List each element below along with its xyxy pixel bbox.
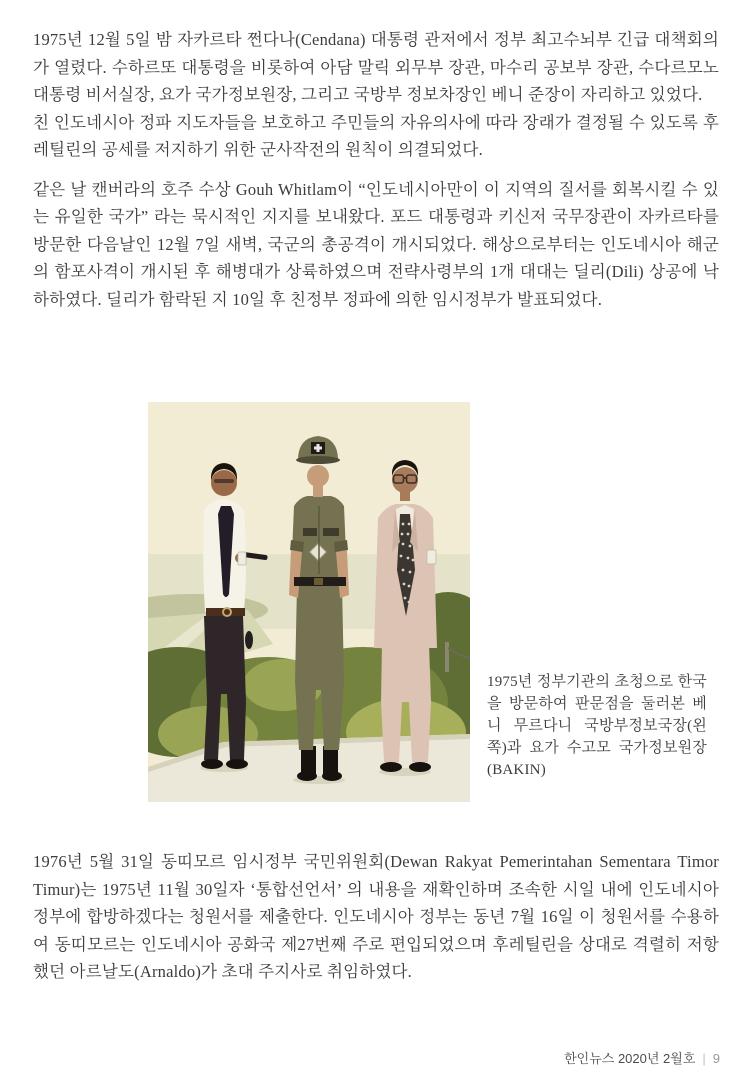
footer-page-number: 9 [712,1051,720,1066]
photo-three-men [148,402,470,802]
photo-caption: 1975년 정부기관의 초청으로 한국을 방문하여 판문점을 둘러본 베니 무르다니 국방부정보국장(왼쪽)과 요가 수고모 국가정보원장(BAKIN) [487,674,707,778]
footer-issue-label: 한인뉴스 2020년 2월호 [564,1051,696,1066]
paragraph-invasion: 같은 날 캔버라의 호주 수상 Gouh Whitlam이 “인도네시아만이 이 지역의 질서를 회복시킬 수 있는 유일한 국가” 라는 묵시적인 지지를 보내왔다. 포드 대통령과 키신저 국무장관이 자카르타를 방문한 다음날인 12월 7일 새벽, 국군의 총공격이 개시되었다. 해상으로부터는 인도네시아 해군의 함포사격이 개시된 후 해병대가 상륙하였으며 전략사령부의 1개 대대는 딜리(Dili) 상공에 낙하하였다. 딜리가 함락된 지 10일 후 친정부 정파에 의한 임시정부가 발표되었다. [33,179,719,309]
article-top-text [33,26,719,313]
footer-separator: | [702,1051,706,1066]
photo-three-men-illustration [148,402,470,802]
paragraph-meeting: 1975년 12월 5일 밤 자카르타 쩐다나(Cendana) 대통령 관저에서 정부 최고수뇌부 긴급 대책회의가 열렸다. 수하르또 대통령을 비롯하여 아담 말릭 외무부 장관, 마수리 공보부 장관, 수다르모노 대통령 비서실장, 요가 국가정보원장, 그리고 국방부 정보차장인 베니 준장이 자리하고 있었다. [33,30,719,104]
page-footer [564,1048,720,1067]
paragraph-annexation: 1976년 5월 31일 동띠모르 임시정부 국민위원회(Dewan Rakyat Pemerintahan Sementara Timor Timur)는 1975년 11월 30일자 ‘통합선언서’ 의 내용을 재확인하며 조속한 시일 내에 인도네시아 정부에 합방하겠다는 청원서를 제출한다. 인도네시아 정부는 동년 7월 16일 이 청원서를 수용하여 동띠모르는 인도네시아 공화국 제27번째 주로 편입되었으며 후레틸린을 상대로 격렬히 저항했던 아르날도(Arnaldo)가 초대 주지사로 취임하였다. [33,852,719,981]
paragraph-operation-principle: 친 인도네시아 정파 지도자들을 보호하고 주민들의 자유의사에 따라 장래가 결정될 수 있도록 후레틸린의 공세를 저지하기 위한 군사작전의 원칙이 의결되었다. [33,112,719,159]
article-bottom-text [33,848,719,986]
